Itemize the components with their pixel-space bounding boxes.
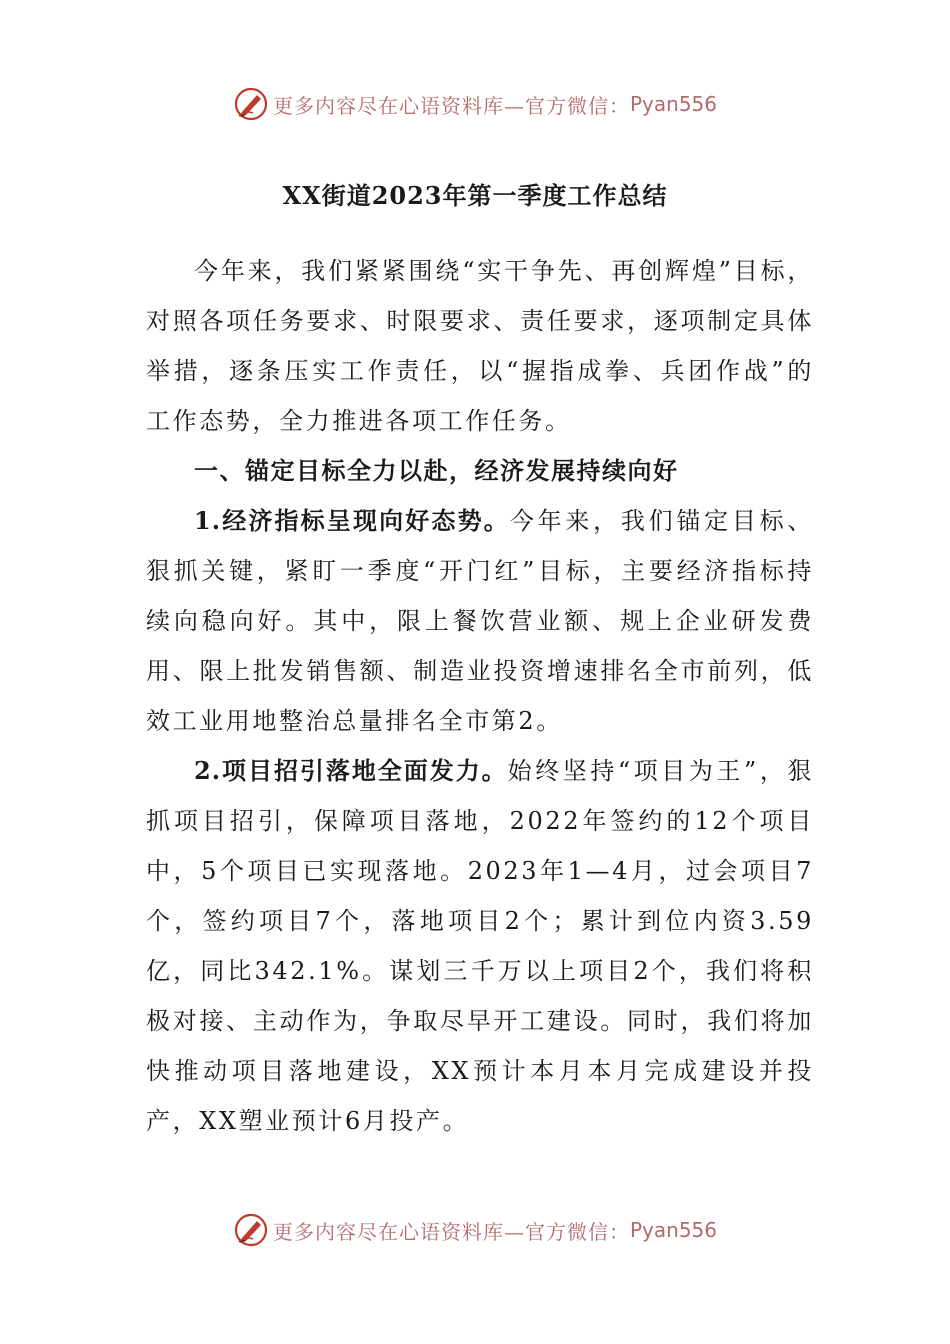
watermark-text: 更多内容尽在心语资料库—官方微信： (272, 93, 630, 118)
watermark-account: Pyan556 (629, 1218, 717, 1242)
item-body-1: 今年来，我们锚定目标、狠抓关键，紧盯一季度“开门红”目标，主要经济指标持续向稳向好。其中，限上餐饮营业额、规上企业研发费用、限上批发销售额、制造业投资增速排名全市前列，低效工业用地整治总量排名全市第2。 (146, 507, 814, 735)
watermark-text: 更多内容尽在心语资料库—官方微信： (272, 1219, 630, 1244)
document-title: XX街道2023年第一季度工作总结 (282, 181, 668, 210)
intro-paragraph: 今年来，我们紧紧围绕“实干争先、再创辉煌”目标，对照各项任务要求、时限要求、责任要求，逐项制定具体举措，逐条压实工作责任，以“握指成拳、兵团作战”的工作态势，全力推进各项工作任务。 (146, 257, 814, 435)
item-lead-1: 1.经济指标呈现向好态势。 (194, 506, 510, 535)
document-body (146, 246, 814, 1146)
item-paragraph-1 (146, 496, 814, 746)
watermark-account: Pyan556 (629, 92, 717, 116)
watermark-banner-top (0, 84, 950, 124)
item-body-2: 始终坚持“项目为王”，狠抓项目招引，保障项目落地，2022年签约的12个项目中，5个项目已实现落地。2023年1—4月，过会项目7个，签约项目7个，落地项目2个；累计到位内资3.59亿，同比342.1%。谋划三千万以上项目2个，我们将积极对接、主动作为，争取尽早开工建设。同时，我们将加快推动项目落地建设，XX预计本月本月完成建设并投产，XX塑业预计6月投产。 (146, 757, 814, 1135)
pen-logo-icon (233, 1212, 269, 1248)
item-paragraph-2 (146, 746, 814, 1146)
section-heading: 一、锚定目标全力以赴，经济发展持续向好 (194, 456, 679, 485)
pen-logo-icon (233, 86, 269, 122)
item-lead-2: 2.项目招引落地全面发力。 (194, 756, 508, 785)
watermark-banner-bottom (0, 1210, 950, 1250)
